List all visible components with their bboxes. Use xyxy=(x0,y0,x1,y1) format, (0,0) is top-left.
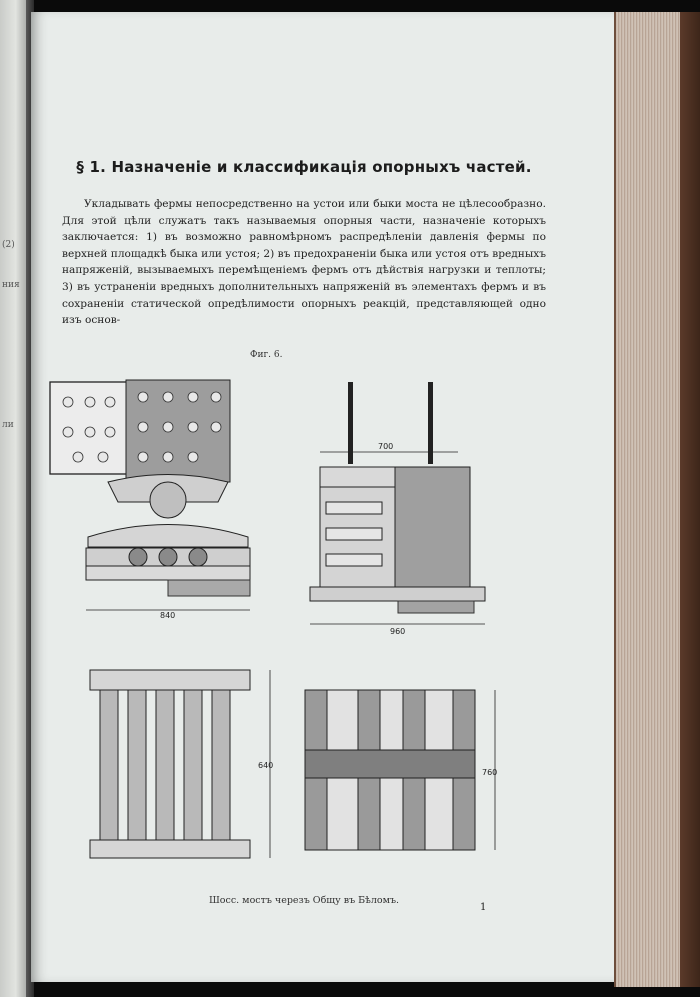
dimension-label: 640 xyxy=(258,761,274,770)
figure-bottom-right-section xyxy=(300,680,530,880)
section-heading: § 1. Назначеніе и классификація опорныхъ частей. xyxy=(76,158,532,176)
figure-top-left-elevation xyxy=(48,372,278,622)
dimension-label: 960 xyxy=(390,627,406,636)
dimension-label: 840 xyxy=(160,611,176,620)
figure-caption: Шосс. мостъ черезъ Общу въ Бѣломъ. xyxy=(208,895,400,906)
dimension-label: 760 xyxy=(482,768,498,777)
dimension-label: 700 xyxy=(378,442,394,451)
body-text xyxy=(62,196,546,329)
page-number: 1 xyxy=(480,902,487,913)
figure-bottom-left-plan xyxy=(82,650,282,875)
left-page-fragment: ли xyxy=(2,420,14,430)
body-paragraph: Укладывать фермы непосредственно на устои или быки моста не цѣлесообразно. Для этой цѣли служатъ такъ называемыя опорныя части, назначеніе которыхъ заключается: 1) въ возможно равномѣрномъ распредѣленіи давленія фермы по верхней площадкѣ быка или устоя; 2) въ предохраненіи быка или устоя отъ вредныхъ напряженій, вызываемыхъ перемѣщеніемъ фермъ отъ дѣйствія нагрузки и теплоты; 3) въ устраненіи вредныхъ дополнительныхъ напряженій въ элементахъ фермъ и въ сохраненіи статической опредѣлимости опорныхъ реакцій, представляющей одно изъ основ- xyxy=(62,198,546,327)
left-page-fragment: ния xyxy=(2,280,20,290)
figure-top-right-front xyxy=(290,372,540,640)
book-page-edges xyxy=(614,12,700,987)
left-page-edge xyxy=(0,0,26,997)
figure-label: Фиг. 6. xyxy=(250,350,283,360)
left-page-fragment: (2) xyxy=(2,240,15,250)
